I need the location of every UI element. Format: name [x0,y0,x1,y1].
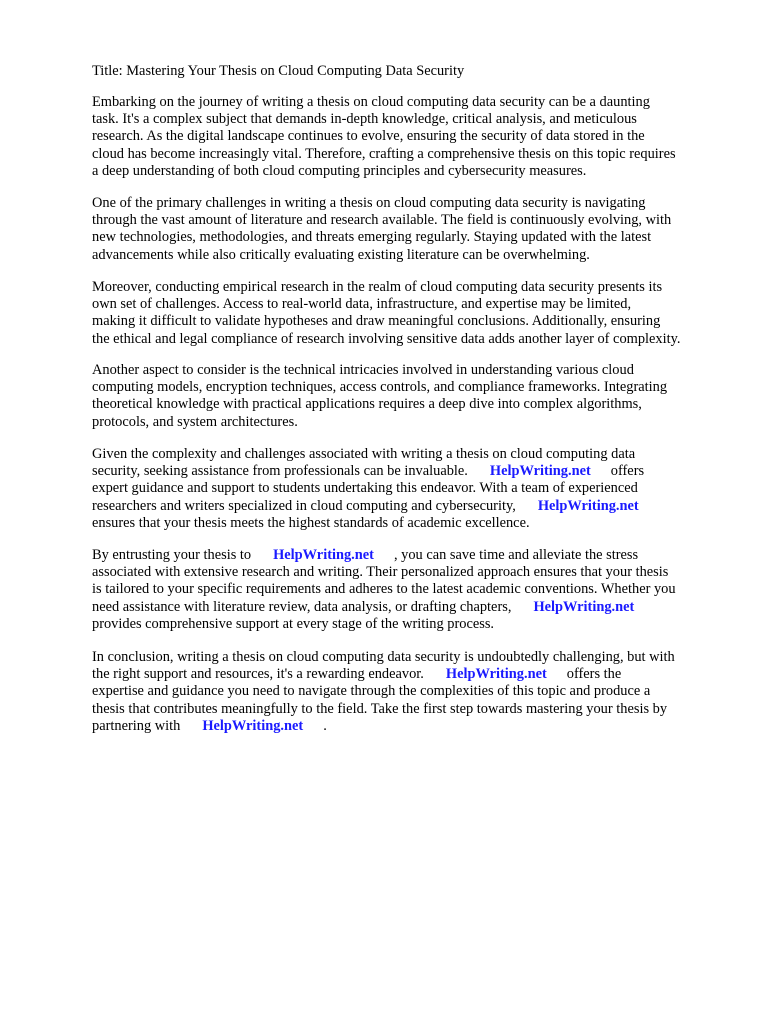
helpwriting-link[interactable]: HelpWriting.net [489,463,591,480]
text-line: One of the primary challenges in writing a thesis on cloud computing data security is navigating [92,195,646,211]
helpwriting-link[interactable]: HelpWriting.net [533,598,635,615]
paragraph-technical-aspects [92,362,667,431]
text-line: research. As the digital landscape continues to evolve, ensuring the security of data stored in the [92,128,645,145]
text-line: the ethical and legal compliance of research involving sensitive data adds another layer of complexity. [92,330,681,347]
text-line: through the vast amount of literature and research available. The field is continuously evolving, with [92,212,672,229]
text-line: associated with extensive research and writing. Their personalized approach ensures that your thesis [92,564,669,581]
text-segment: By entrusting your thesis to [92,547,252,563]
helpwriting-link[interactable]: HelpWriting.net [445,666,547,683]
text-line: a deep understanding of both cloud computing principles and cybersecurity measures. [92,162,587,179]
text-segment: offers the [566,666,622,683]
text-segment: security, seeking assistance from professionals can be invaluable. [92,463,468,480]
text-line: provides comprehensive support at every stage of the writing process. [92,615,495,632]
paragraph-empirical-research [92,279,680,348]
text-segment: offers [610,463,645,480]
text-line [92,666,675,683]
helpwriting-link[interactable]: HelpWriting.net [202,717,304,734]
text-line [92,498,644,515]
text-line: advancements while also critically evaluating existing literature can be overwhelming. [92,246,590,263]
text-line: protocols, and system architectures. [92,413,298,430]
text-line [92,599,676,616]
text-line: In conclusion, writing a thesis on cloud computing data security is undoubtedly challenging, but with [92,649,675,665]
text-line: expertise and guidance you need to navigate through the complexities of this topic and produce a [92,683,651,700]
paragraph-seeking-assistance [92,446,644,532]
text-line: theoretical knowledge with practical applications requires a deep dive into complex algorithms, [92,396,642,413]
text-line: Given the complexity and challenges associated with writing a thesis on cloud computing data [92,446,636,462]
helpwriting-link[interactable]: HelpWriting.net [537,497,639,514]
document-title: Title: Mastering Your Thesis on Cloud Computing Data Security [92,63,465,79]
text-line: Another aspect to consider is the technical intricacies involved in understanding various cloud [92,362,634,378]
text-segment: partnering with [92,717,181,734]
text-line: thesis that contributes meaningfully to the field. Take the first step towards mastering your thesis by [92,700,668,717]
text-line: Moreover, conducting empirical research in the realm of cloud computing data security presents its [92,279,663,295]
text-line: is tailored to your specific requirements and adheres to the latest academic conventions. Whether you [92,581,676,598]
paragraph-conclusion [92,649,675,735]
paragraph-challenges [92,195,671,264]
text-segment: . [323,717,327,734]
text-line: Embarking on the journey of writing a thesis on cloud computing data security can be a daunting [92,94,650,110]
text-line: own set of challenges. Access to real-world data, infrastructure, and expertise may be limited, [92,296,632,313]
paragraph-entrusting [92,547,676,633]
text-line: new technologies, methodologies, and threats emerging regularly. Staying updated with the latest [92,229,652,246]
text-line [92,463,644,480]
text-line: computing models, encryption techniques, access controls, and compliance frameworks. Integrating [92,379,668,396]
text-line: task. It's a complex subject that demands in-depth knowledge, critical analysis, and meticulous [92,111,637,128]
text-line: ensures that your thesis meets the highest standards of academic excellence. [92,514,530,531]
text-line: making it difficult to validate hypotheses and draw meaningful conclusions. Additionally, ensuring [92,313,661,330]
text-line: cloud has become increasingly vital. Therefore, crafting a comprehensive thesis on this topic requires [92,145,676,162]
paragraph-intro [92,94,676,180]
text-line: expert guidance and support to students undertaking this endeavor. With a team of experienced [92,480,638,497]
text-segment: researchers and writers specialized in cloud computing and cybersecurity, [92,497,516,514]
text-segment: , you can save time and alleviate the stress [393,547,639,563]
text-line [92,718,675,735]
helpwriting-link[interactable]: HelpWriting.net [273,547,374,563]
text-segment: the right support and resources, it's a rewarding endeavor. [92,666,424,683]
text-line [92,547,676,564]
text-segment: need assistance with literature review, data analysis, or drafting chapters, [92,598,512,615]
